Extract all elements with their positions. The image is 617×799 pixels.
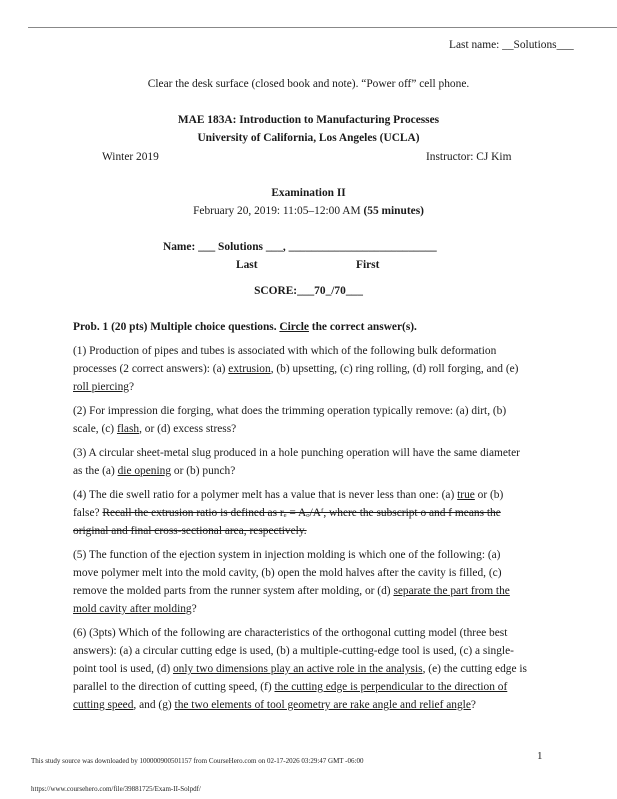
prob1-heading: Prob. 1 (20 pts) Multiple choice questions. Circle the correct answer(s). xyxy=(73,321,417,333)
instructor: Instructor: CJ Kim xyxy=(426,151,512,163)
course-title: MAE 183A: Introduction to Manufacturing Processes xyxy=(177,114,440,126)
q4-line-1: (4) The die swell ratio for a polymer melt has a value that is never less than one: (a) true or (b) xyxy=(73,489,504,501)
q4-line-2: false? Recall the extrusion ratio is defined as rₑ = Aₒ/Aᶠ, where the subscript o and f means the xyxy=(73,507,501,519)
download-source-notice: This study source was downloaded by 100000900501157 from CourseHero.com on 02-17-2026 03:29:47 GMT -06:00 xyxy=(31,757,364,765)
q5-line-2: move polymer melt into the mold cavity, (b) open the mold halves after the cavity is filled, (c) xyxy=(73,567,502,579)
q1-line-2: processes (2 correct answers): (a) extrusion, (b) upsetting, (c) ring rolling, (d) roll forging, and (e) xyxy=(73,363,519,375)
q5-line-1: (5) The function of the ejection system in injection molding is which one of the following: (a) xyxy=(73,549,501,561)
q4-line-3: original and final cross-sectional area, respectively. xyxy=(73,525,307,537)
exam-date: February 20, 2019: 11:05–12:00 AM (55 minutes) xyxy=(193,205,424,217)
source-url[interactable]: https://www.coursehero.com/file/39881725/Exam-II-Solpdf/ xyxy=(31,785,201,793)
score: SCORE:___70_/70___ xyxy=(254,285,363,297)
header-rule xyxy=(28,27,617,28)
q3-line-1: (3) A circular sheet-metal slug produced in a hole punching operation will have the same diameter xyxy=(73,447,520,459)
q6-line-1: (6) (3pts) Which of the following are characteristics of the orthogonal cutting model (three best xyxy=(73,627,508,639)
instruction-text: Clear the desk surface (closed book and note). “Power off” cell phone. xyxy=(147,78,470,90)
q1-line-3: roll piercing? xyxy=(73,381,135,393)
page-number: 1 xyxy=(537,750,543,762)
q6-line-5: cutting speed, and (g) the two elements of tool geometry are rake angle and relief angle? xyxy=(73,699,476,711)
university-name: University of California, Los Angeles (UCLA) xyxy=(197,132,420,144)
q2-line-1: (2) For impression die forging, what does the trimming operation typically remove: (a) dirt, (b) xyxy=(73,405,507,417)
q2-line-2: scale, (c) flash, or (d) excess stress? xyxy=(73,423,237,435)
q6-line-4: parallel to the direction of cutting speed, (f) the cutting edge is perpendicular to the direction of xyxy=(73,681,508,693)
last-label: Last xyxy=(236,259,258,271)
q5-line-4: mold cavity after molding? xyxy=(73,603,197,615)
name-line: Name: ___ Solutions ___, __________________________ xyxy=(163,241,437,253)
q3-line-2: as the (a) die opening or (b) punch? xyxy=(73,465,236,477)
q5-line-3: remove the molded parts from the runner system after molding, or (d) separate the part from the xyxy=(73,585,510,597)
last-name-field: Last name: __Solutions___ xyxy=(449,39,574,51)
term: Winter 2019 xyxy=(102,151,159,163)
q1-line-1: (1) Production of pipes and tubes is associated with which of the following bulk deformation xyxy=(73,345,497,357)
exam-title: Examination II xyxy=(271,187,346,199)
q6-line-2: answers): (a) a circular cutting edge is used, (b) a multiple-cutting-edge tool is used, (c) a single- xyxy=(73,645,514,657)
first-label: First xyxy=(356,259,380,271)
q6-line-3: point tool is used, (d) only two dimensions play an active role in the analysis, (e) the cutting edge is xyxy=(73,663,527,675)
